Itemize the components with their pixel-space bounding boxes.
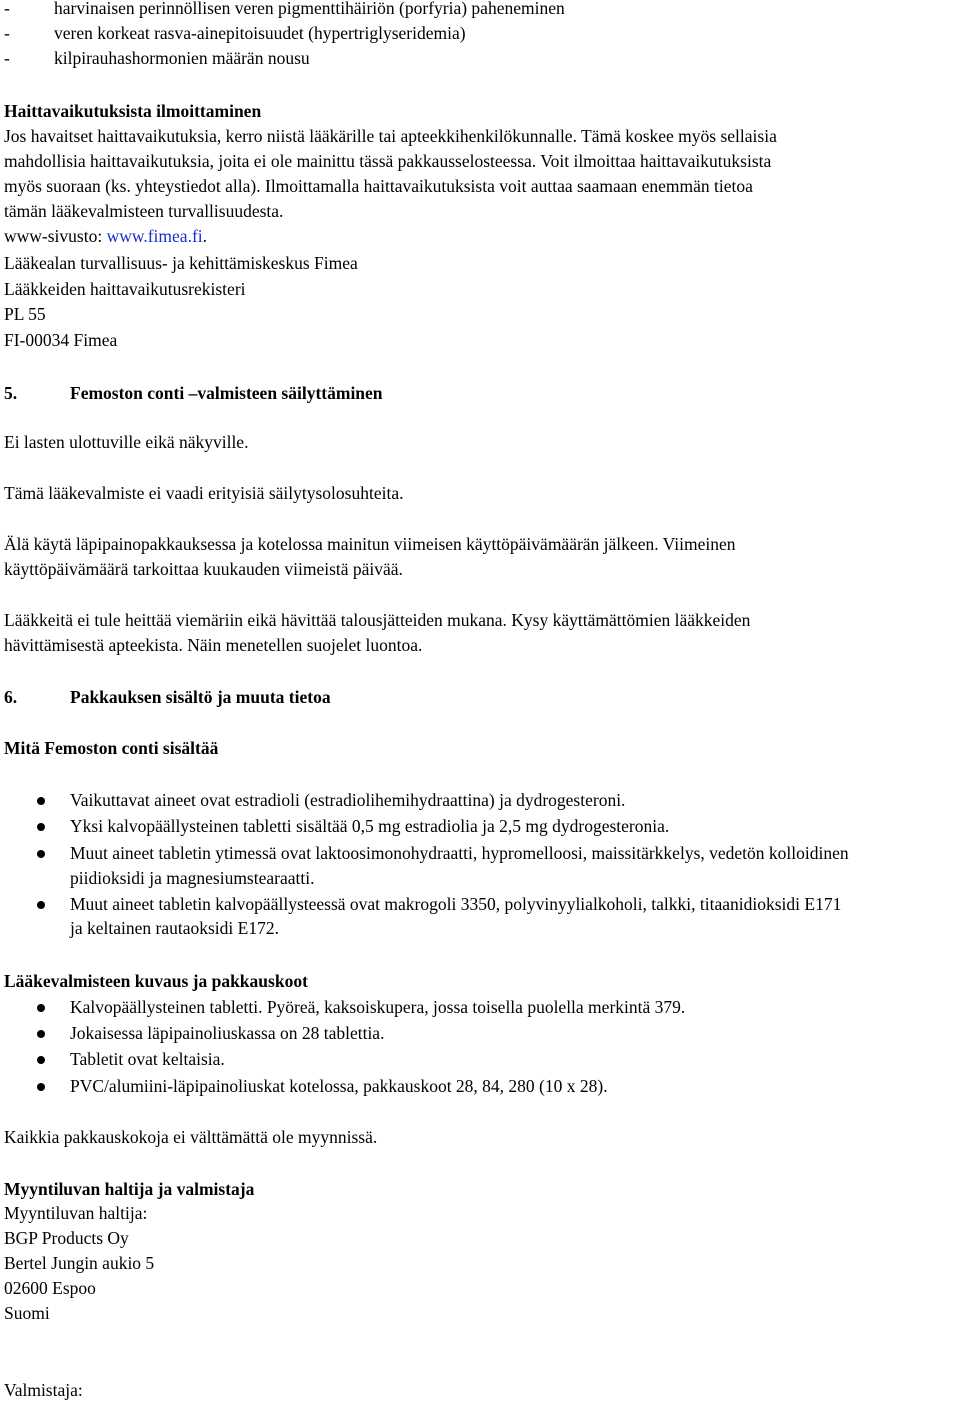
disposal-paragraph-line: Lääkkeitä ei tule heittää viemäriin eikä hävittää talousjätteiden mukana. Kysy käyttämättömien lääkkeiden: [4, 610, 751, 630]
holder-line: Myyntiluvan haltija:: [4, 1203, 148, 1223]
reporting-paragraph-line: myös suoraan (ks. yhteystiedot alla). Ilmoittamalla haittavaikutuksista voit auttaa saamaan enemmän tietoa: [4, 176, 753, 196]
storage-paragraph: Tämä lääkevalmiste ei vaadi erityisiä säilytysolosuhteita.: [4, 483, 404, 503]
address-line: PL 55: [4, 304, 46, 324]
disposal-paragraph-line: hävittämisestä apteekista. Näin menetellen suojelet luontoa.: [4, 635, 423, 655]
description-heading: Lääkevalmisteen kuvaus ja pakkauskoot: [4, 971, 308, 991]
reporting-heading: Haittavaikutuksista ilmoittaminen: [4, 101, 262, 121]
storage-paragraph: Ei lasten ulottuville eikä näkyville.: [4, 432, 249, 452]
reporting-paragraph-line: mahdollisia haittavaikutuksia, joita ei ole mainittu tässä pakkausselosteessa. Voit ilmoittaa haittavaikutuksista: [4, 151, 772, 171]
holder-line: Bertel Jungin aukio 5: [4, 1253, 155, 1273]
bullet-icon: [37, 797, 45, 805]
bullet-icon: [37, 850, 45, 858]
list-item-continuation: ja keltainen rautaoksidi E172.: [70, 918, 279, 938]
holder-line: 02600 Espoo: [4, 1278, 96, 1298]
manufacturer-label: Valmistaja:: [4, 1380, 83, 1400]
bullet-icon: [37, 1030, 45, 1038]
bullet-icon: [37, 1056, 45, 1064]
bullet-icon: [37, 823, 45, 831]
website-line: www-sivusto: www.fimea.fi.: [4, 226, 208, 246]
reporting-paragraph-line: Jos havaitset haittavaikutuksia, kerro niistä lääkärille tai apteekkihenkilökunnalle. Tämä koskee myös sellaisia: [4, 126, 777, 146]
expiry-paragraph-line: käyttöpäivämäärä tarkoittaa kuukauden viimeistä päivää.: [4, 559, 403, 579]
holder-heading: Myyntiluvan haltija ja valmistaja: [4, 1179, 255, 1199]
bullet-icon: [37, 1004, 45, 1012]
contents-heading: Mitä Femoston conti sisältää: [4, 738, 219, 758]
reporting-paragraph-line: tämän lääkevalmisteen turvallisuudesta.: [4, 201, 284, 221]
pack-note: Kaikkia pakkauskokoja ei välttämättä ole myynnissä.: [4, 1127, 378, 1147]
bullet-icon: [37, 901, 45, 909]
list-item-continuation: piidioksidi ja magnesiumstearaatti.: [70, 868, 315, 888]
fimea-link[interactable]: www.fimea.fi: [106, 226, 203, 246]
expiry-paragraph-line: Älä käytä läpipainopakkauksessa ja kotelossa mainitun viimeisen käyttöpäivämäärän jälkeen. Viimeinen: [4, 534, 736, 554]
holder-line: Suomi: [4, 1303, 50, 1323]
address-line: Lääkealan turvallisuus- ja kehittämiskeskus Fimea: [4, 253, 358, 273]
address-line: Lääkkeiden haittavaikutusrekisteri: [4, 279, 246, 299]
bullet-icon: [37, 1083, 45, 1091]
holder-line: BGP Products Oy: [4, 1228, 129, 1248]
address-line: FI-00034 Fimea: [4, 330, 118, 350]
